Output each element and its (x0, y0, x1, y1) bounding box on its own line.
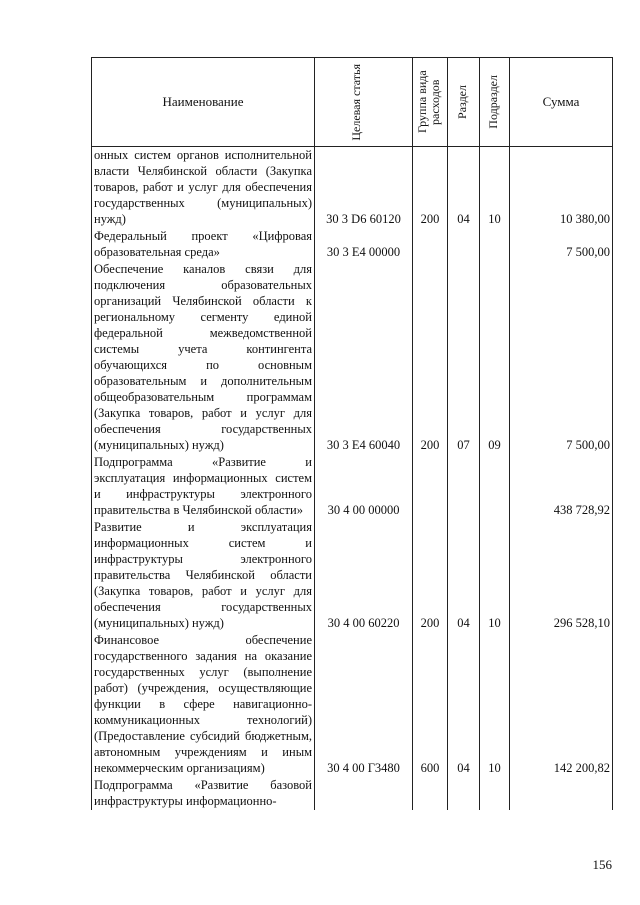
row-target-article: 30 4 00 Г3480 (315, 632, 413, 777)
row-subsection: 10 (480, 519, 510, 632)
table-row (92, 632, 613, 777)
row-target-article: 30 3 E4 60040 (315, 261, 413, 454)
row-subsection (480, 454, 510, 519)
row-sum (510, 777, 613, 810)
row-name: Финансовое обеспечение государственного задания на оказание государственных услуг (выполнение работ) (учреждения, осуществляющие функции в сфере навигационно-коммуникационных технологий) (Предоставление субсидий бюджетным, автономным учреждениям и иным некоммерческим организациям) (92, 632, 315, 777)
row-section (448, 777, 480, 810)
row-subsection: 10 (480, 147, 510, 229)
row-expense-group (413, 454, 448, 519)
table-row (92, 147, 613, 229)
row-expense-group: 200 (413, 519, 448, 632)
row-section: 04 (448, 632, 480, 777)
header-subsection (480, 58, 510, 147)
table-header-row (92, 58, 613, 147)
row-name: Обеспечение каналов связи для подключения образовательных организаций Челябинской области к региональному сегменту единой федеральной межведомственной системы учета контингента обучающихся по основным образовательным и дополнительным общеобразовательным программам (Закупка товаров, работ и услуг для обеспечения государственных (муниципальных) нужд) (92, 261, 315, 454)
row-name: Подпрограмма «Развитие базовой инфраструктуры информационно- (92, 777, 315, 810)
row-section: 07 (448, 261, 480, 454)
row-subsection (480, 777, 510, 810)
header-target-article-label: Целевая статья (348, 63, 363, 141)
row-expense-group: 600 (413, 632, 448, 777)
row-target-article: 30 4 00 60220 (315, 519, 413, 632)
table-row (92, 519, 613, 632)
row-sum: 7 500,00 (510, 261, 613, 454)
row-section: 04 (448, 147, 480, 229)
page-number: 156 (592, 857, 612, 872)
row-target-article: 30 3 D6 60120 (315, 147, 413, 229)
row-sum: 438 728,92 (510, 454, 613, 519)
row-name: Федеральный проект «Цифровая образовательная среда» (92, 228, 315, 261)
row-target-article: 30 3 E4 00000 (315, 228, 413, 261)
header-target-article (315, 58, 413, 147)
row-expense-group (413, 777, 448, 810)
row-expense-group: 200 (413, 261, 448, 454)
row-subsection: 10 (480, 632, 510, 777)
row-name: онных систем органов исполнительной власти Челябинской области (Закупка товаров, работ и услуг для обеспечения государственных (муниципальных) нужд) (92, 147, 315, 229)
row-subsection (480, 228, 510, 261)
row-sum: 296 528,10 (510, 519, 613, 632)
table-row (92, 454, 613, 519)
header-section-label: Раздел (454, 85, 469, 119)
header-section (448, 58, 480, 147)
row-name: Развитие и эксплуатация информационных систем и инфраструктуры электронного правительства Челябинской области (Закупка товаров, работ и услуг для обеспечения государственных (муниципальных) нужд) (92, 519, 315, 632)
row-section: 04 (448, 519, 480, 632)
header-sum: Сумма (510, 58, 613, 147)
header-expense-group-label: Группа вида расходов (415, 70, 442, 134)
row-section (448, 228, 480, 261)
table-row (92, 261, 613, 454)
row-section (448, 454, 480, 519)
budget-table (91, 57, 613, 810)
row-sum: 142 200,82 (510, 632, 613, 777)
row-expense-group: 200 (413, 147, 448, 229)
row-subsection: 09 (480, 261, 510, 454)
header-subsection-label: Подраздел (485, 75, 500, 129)
table-row (92, 228, 613, 261)
row-sum: 7 500,00 (510, 228, 613, 261)
row-target-article: 30 4 00 00000 (315, 454, 413, 519)
table-row (92, 777, 613, 810)
row-sum: 10 380,00 (510, 147, 613, 229)
row-name: Подпрограмма «Развитие и эксплуатация информационных систем и инфраструктуры электронного правительства в Челябинской области» (92, 454, 315, 519)
header-name: Наименование (92, 58, 315, 147)
header-expense-group (413, 58, 448, 147)
row-target-article (315, 777, 413, 810)
row-expense-group (413, 228, 448, 261)
